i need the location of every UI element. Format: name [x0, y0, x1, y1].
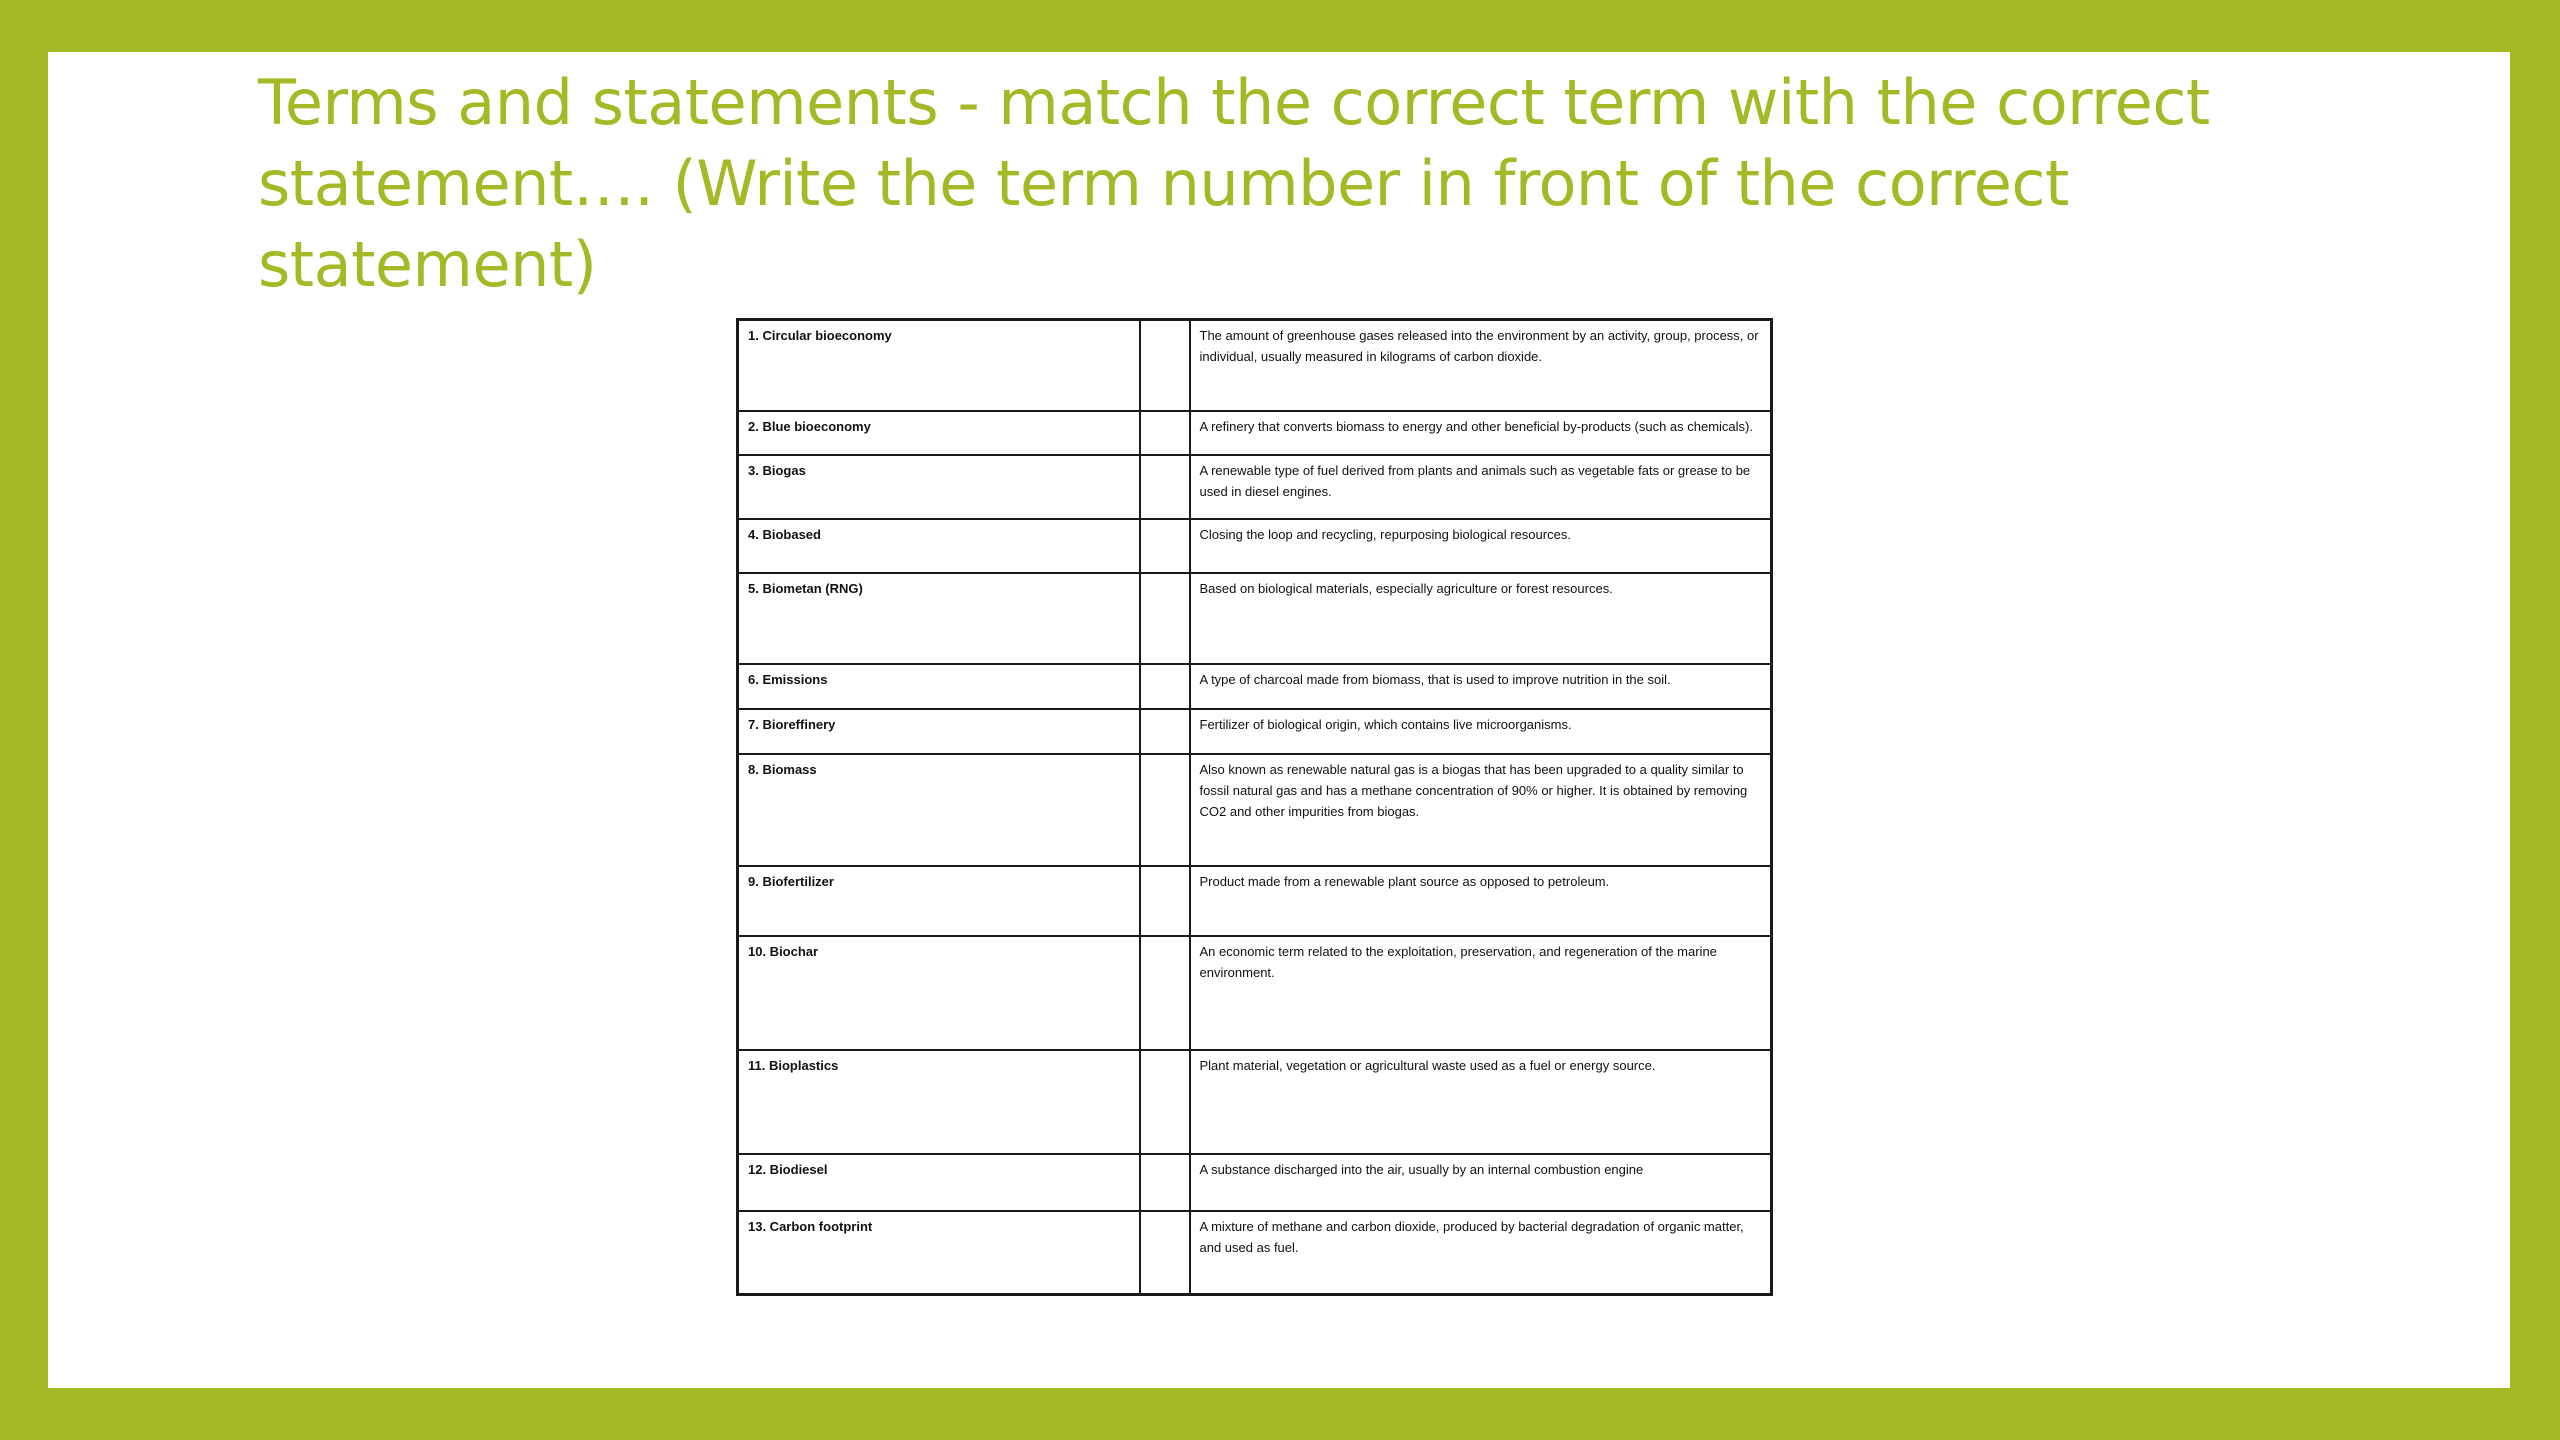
answer-cell[interactable]	[1140, 936, 1190, 1050]
statement-cell: Also known as renewable natural gas is a biogas that has been upgraded to a quality similar to fossil natural gas and has a methane concentration of 90% or higher. It is obtained by removing CO2 and other impurities from biogas.	[1190, 754, 1772, 866]
statement-cell: A mixture of methane and carbon dioxide, produced by bacterial degradation of organic matter, and used as fuel.	[1190, 1211, 1772, 1295]
statement-cell: Based on biological materials, especially agriculture or forest resources.	[1190, 573, 1772, 664]
answer-cell[interactable]	[1140, 1154, 1190, 1211]
table-row	[738, 754, 1772, 866]
term-cell: 10. Biochar	[738, 936, 1140, 1050]
answer-cell[interactable]	[1140, 455, 1190, 519]
term-cell: 13. Carbon footprint	[738, 1211, 1140, 1295]
statement-cell: A refinery that converts biomass to energy and other beneficial by-products (such as chemicals).	[1190, 411, 1772, 455]
answer-cell[interactable]	[1140, 1211, 1190, 1295]
table-row	[738, 455, 1772, 519]
term-cell: 11. Bioplastics	[738, 1050, 1140, 1154]
statement-cell: An economic term related to the exploitation, preservation, and regeneration of the marine environment.	[1190, 936, 1772, 1050]
statement-cell: A renewable type of fuel derived from plants and animals such as vegetable fats or grease to be used in diesel engines.	[1190, 455, 1772, 519]
term-cell: 9. Biofertilizer	[738, 866, 1140, 936]
statement-cell: The amount of greenhouse gases released into the environment by an activity, group, process, or individual, usually measured in kilograms of carbon dioxide.	[1190, 320, 1772, 411]
statement-cell: Plant material, vegetation or agricultural waste used as a fuel or energy source.	[1190, 1050, 1772, 1154]
table-row	[738, 1154, 1772, 1211]
table-row	[738, 411, 1772, 455]
slide-canvas	[48, 52, 2510, 1388]
answer-cell[interactable]	[1140, 709, 1190, 754]
statement-cell: Product made from a renewable plant source as opposed to petroleum.	[1190, 866, 1772, 936]
statement-cell: Fertilizer of biological origin, which contains live microorganisms.	[1190, 709, 1772, 754]
term-cell: 3. Biogas	[738, 455, 1140, 519]
term-cell: 4. Biobased	[738, 519, 1140, 573]
statement-cell: A type of charcoal made from biomass, that is used to improve nutrition in the soil.	[1190, 664, 1772, 709]
term-cell: 6. Emissions	[738, 664, 1140, 709]
table-row	[738, 320, 1772, 411]
term-cell: 8. Biomass	[738, 754, 1140, 866]
answer-cell[interactable]	[1140, 866, 1190, 936]
answer-cell[interactable]	[1140, 320, 1190, 411]
table-row	[738, 1050, 1772, 1154]
answer-cell[interactable]	[1140, 573, 1190, 664]
table-row	[738, 1211, 1772, 1295]
answer-cell[interactable]	[1140, 754, 1190, 866]
term-cell: 5. Biometan (RNG)	[738, 573, 1140, 664]
table-row	[738, 709, 1772, 754]
term-cell: 12. Biodiesel	[738, 1154, 1140, 1211]
statement-cell: Closing the loop and recycling, repurposing biological resources.	[1190, 519, 1772, 573]
answer-cell[interactable]	[1140, 411, 1190, 455]
table-row	[738, 573, 1772, 664]
table-row	[738, 664, 1772, 709]
table-row	[738, 519, 1772, 573]
answer-cell[interactable]	[1140, 519, 1190, 573]
answer-cell[interactable]	[1140, 664, 1190, 709]
term-cell: 2. Blue bioeconomy	[738, 411, 1140, 455]
table-row	[738, 866, 1772, 936]
term-cell: 1. Circular bioeconomy	[738, 320, 1140, 411]
answer-cell[interactable]	[1140, 1050, 1190, 1154]
term-cell: 7. Bioreffinery	[738, 709, 1140, 754]
statement-cell: A substance discharged into the air, usually by an internal combustion engine	[1190, 1154, 1772, 1211]
slide-title: Terms and statements - match the correct term with the correct statement…. (Write the term number in front of the correct statement)	[258, 66, 2210, 301]
table-row	[738, 936, 1772, 1050]
matching-table	[736, 318, 1773, 1296]
